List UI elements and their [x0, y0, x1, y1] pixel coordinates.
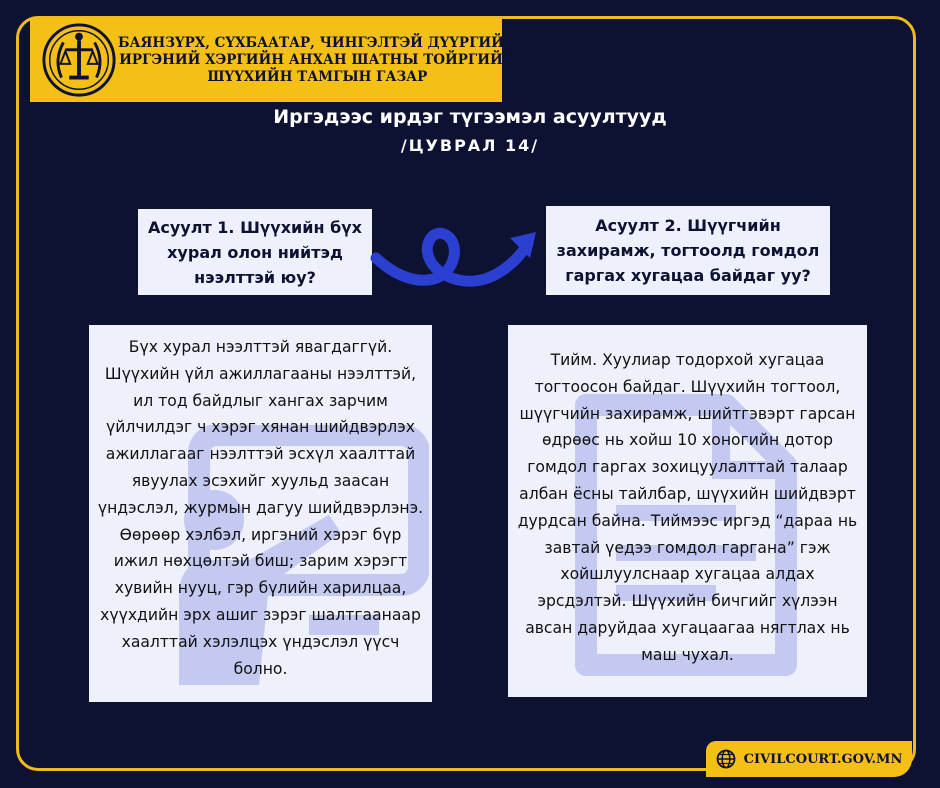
header-banner [30, 18, 517, 102]
question-1-text: Асуулт 1. Шүүхийн бүх хурал олон нийтэд нээлттэй юу? [148, 217, 362, 287]
answer-2-card [508, 325, 867, 697]
org-line-2: ИРГЭНИЙ ХЭРГИЙН АНХАН ШАТНЫ ТОЙРГИЙН [119, 51, 516, 68]
org-line-3: ШҮҮХИЙН ТАМГЫН ГАЗАР [207, 68, 428, 85]
court-seal-icon [40, 21, 118, 99]
globe-icon [716, 749, 736, 769]
org-line-1: БАЯНЗҮРХ, СҮХБААТАР, ЧИНГЭЛТЭЙ ДҮҮРГИЙН [118, 34, 517, 51]
question-2-card [546, 206, 830, 295]
answer-2-text: Тийм. Хуулиар тодорхой хугацаа тогтоосон байдаг. Шүүхийн тогтоол, шүүгчийн захирамж, шийтгэвэрт гарсан өдрөөс нь хойш 10 хоногийн дотор гомдол гаргах зохицуулалттай талаар албан ёсны тайлбар, шүүхийн шийдвэрт дурдсан байна. Тиймээс иргэд “дараа нь завтай үедээ гомдол гаргана” гэж хойшлуулснаар хугацаа алдах эрсдэлтэй. Шүүхийн бичгийг хүлээн авсан даруйдаа хугацаагаа нягтлах нь маш чухал. [517, 351, 858, 664]
question-1-card [138, 209, 372, 295]
series-subtitle: /ЦУВРАЛ 14/ [400, 136, 540, 155]
footer-website-badge[interactable] [706, 741, 912, 777]
page-title: Иргэдээс ирдэг түгээмэл асуултууд [273, 106, 667, 128]
website-url-link[interactable]: CIVILCOURT.GOV.MN [743, 751, 903, 767]
question-2-text: Асуулт 2. Шүүгчийн захирамж, тогтоолд гомдол гаргах хугацаа байдаг уу? [556, 216, 820, 285]
organization-name [118, 35, 523, 86]
answer-1-card [89, 325, 432, 702]
curved-arrow-icon [370, 210, 542, 300]
answer-1-text: Бүх хурал нээлттэй явагдаггүй. Шүүхийн үйл ажиллагааны нээлттэй, ил тод байдлыг хангах зарчим үйлчилдэг ч хэрэг хянан шийдвэрлэх ажиллагааг нээлттэй эсхүл хаалттай явуулах эсэхийг хуульд заасан үндэслэл, журмын дагуу шийдвэрлэнэ. Өөрөөр хэлбэл, иргэний хэрэг бүр ижил нөхцөлтэй биш; зарим хэрэгт хувийн нууц, гэр бүлийн харилцаа, хүүхдийн эрх ашиг зэрэг шалтгаанаар хаалттай хэлэлцэх үндэслэл үүсч болно. [97, 338, 424, 678]
